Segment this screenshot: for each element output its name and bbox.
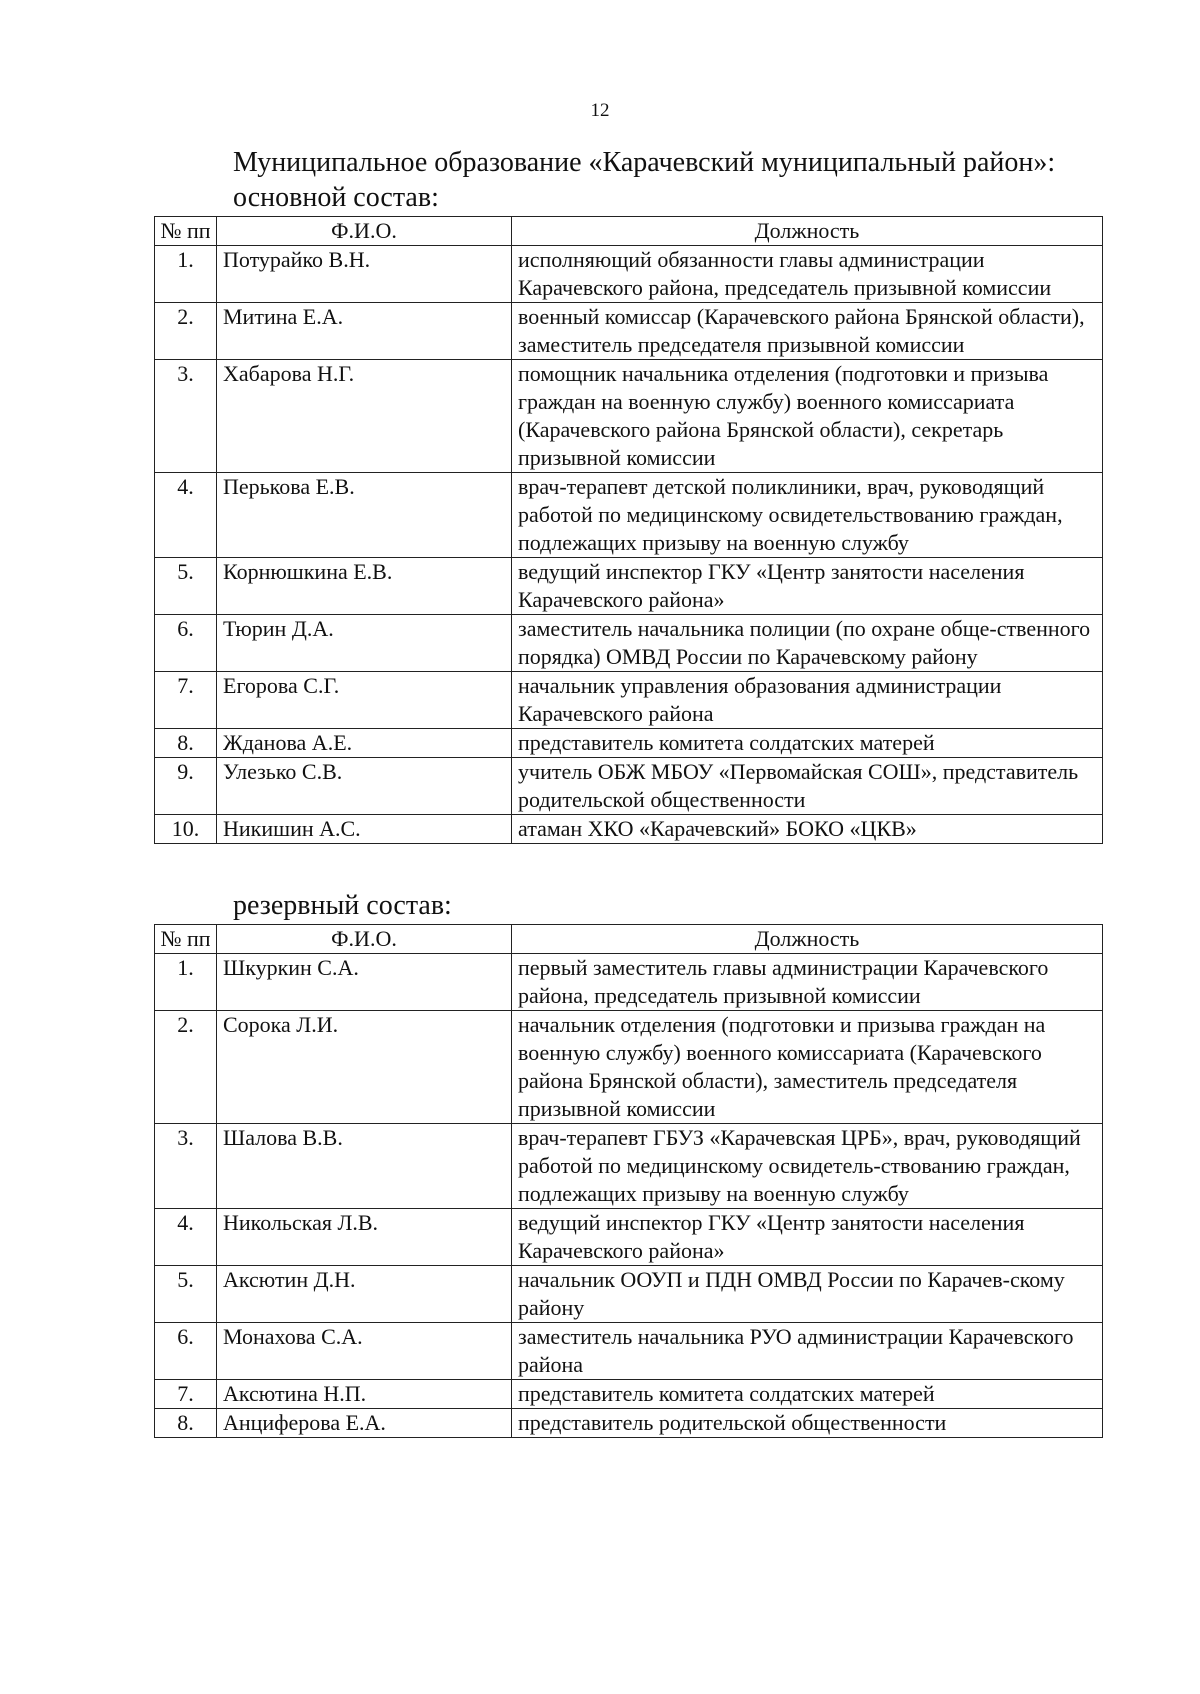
member-position: учитель ОБЖ МБОУ «Первомайская СОШ», представитель родительской общественности (512, 758, 1103, 815)
member-name: Хабарова Н.Г. (217, 360, 512, 473)
member-name: Монахова С.А. (217, 1323, 512, 1380)
row-number: 8. (155, 1409, 217, 1438)
member-name: Корнюшкина Е.В. (217, 558, 512, 615)
table-row (155, 1266, 1103, 1323)
column-header-position: Должность (512, 925, 1103, 954)
row-number: 2. (155, 303, 217, 360)
member-name: Улезько С.В. (217, 758, 512, 815)
member-position: помощник начальника отделения (подготовки и призыва граждан на военную службу) военного комиссариата (Карачевского района Брянской области), секретарь призывной комиссии (512, 360, 1103, 473)
member-position: начальник управления образования администрации Карачевского района (512, 672, 1103, 729)
row-number: 9. (155, 758, 217, 815)
table-row (155, 615, 1103, 672)
table-row (155, 1011, 1103, 1124)
row-number: 4. (155, 473, 217, 558)
row-number: 3. (155, 1124, 217, 1209)
main-members-table (154, 216, 1103, 844)
member-name: Перькова Е.В. (217, 473, 512, 558)
row-number: 5. (155, 1266, 217, 1323)
member-position: заместитель начальника РУО администрации Карачевского района (512, 1323, 1103, 1380)
member-name: Аксютин Д.Н. (217, 1266, 512, 1323)
member-name: Никишин А.С. (217, 815, 512, 844)
table-row (155, 815, 1103, 844)
member-position: начальник отделения (подготовки и призыва граждан на военную службу) военного комиссариата (Карачевского района Брянской области), заместитель председателя призывной комиссии (512, 1011, 1103, 1124)
table-row (155, 246, 1103, 303)
member-position: врач-терапевт детской поликлиники, врач, руководящий работой по медицинскому освидетельствованию граждан, подлежащих призыву на военную службу (512, 473, 1103, 558)
table-row (155, 1209, 1103, 1266)
column-header-name: Ф.И.О. (217, 217, 512, 246)
row-number: 8. (155, 729, 217, 758)
member-position: военный комиссар (Карачевского района Брянской области), заместитель председателя призывной комиссии (512, 303, 1103, 360)
row-number: 7. (155, 672, 217, 729)
section-subheading: основной состав: (233, 182, 439, 213)
row-number: 6. (155, 1323, 217, 1380)
member-position: представитель комитета солдатских матерей (512, 1380, 1103, 1409)
reserve-members-table (154, 924, 1103, 1438)
reserve-heading: резервный состав: (233, 890, 452, 921)
member-position: врач-терапевт ГБУЗ «Карачевская ЦРБ», врач, руководящий работой по медицинскому освидетель-ствованию граждан, подлежащих призыву на военную службу (512, 1124, 1103, 1209)
table-row (155, 1409, 1103, 1438)
member-position: заместитель начальника полиции (по охране обще-ственного порядка) ОМВД России по Карачевскому району (512, 615, 1103, 672)
table-row (155, 758, 1103, 815)
row-number: 1. (155, 954, 217, 1011)
table-header-row (155, 925, 1103, 954)
table-row (155, 1380, 1103, 1409)
row-number: 7. (155, 1380, 217, 1409)
member-name: Жданова А.Е. (217, 729, 512, 758)
table-header-row (155, 217, 1103, 246)
row-number: 3. (155, 360, 217, 473)
member-position: представитель комитета солдатских матерей (512, 729, 1103, 758)
member-name: Никольская Л.В. (217, 1209, 512, 1266)
member-name: Анциферова Е.А. (217, 1409, 512, 1438)
row-number: 10. (155, 815, 217, 844)
member-position: ведущий инспектор ГКУ «Центр занятости населения Карачевского района» (512, 1209, 1103, 1266)
member-position: первый заместитель главы администрации Карачевского района, председатель призывной комиссии (512, 954, 1103, 1011)
table-row (155, 1323, 1103, 1380)
column-header-position: Должность (512, 217, 1103, 246)
member-name: Шалова В.В. (217, 1124, 512, 1209)
page-number: 12 (590, 100, 610, 121)
table-row (155, 729, 1103, 758)
column-header-name: Ф.И.О. (217, 925, 512, 954)
row-number: 1. (155, 246, 217, 303)
member-name: Аксютина Н.П. (217, 1380, 512, 1409)
member-name: Тюрин Д.А. (217, 615, 512, 672)
member-position: начальник ООУП и ПДН ОМВД России по Карачев-скому району (512, 1266, 1103, 1323)
table-row (155, 672, 1103, 729)
member-position: исполняющий обязанности главы администрации Карачевского района, председатель призывной комиссии (512, 246, 1103, 303)
row-number: 6. (155, 615, 217, 672)
row-number: 2. (155, 1011, 217, 1124)
column-header-number: № пп (155, 925, 217, 954)
row-number: 5. (155, 558, 217, 615)
table-row (155, 303, 1103, 360)
column-header-number: № пп (155, 217, 217, 246)
member-position: представитель родительской общественности (512, 1409, 1103, 1438)
table-row (155, 360, 1103, 473)
member-position: атаман ХКО «Карачевский» БОКО «ЦКВ» (512, 815, 1103, 844)
member-name: Потурайко В.Н. (217, 246, 512, 303)
table-row (155, 1124, 1103, 1209)
table-row (155, 558, 1103, 615)
member-name: Сорока Л.И. (217, 1011, 512, 1124)
row-number: 4. (155, 1209, 217, 1266)
member-position: ведущий инспектор ГКУ «Центр занятости населения Карачевского района» (512, 558, 1103, 615)
member-name: Шкуркин С.А. (217, 954, 512, 1011)
table-row (155, 473, 1103, 558)
section-heading: Муниципальное образование «Карачевский муниципальный район»: (233, 147, 1056, 178)
table-row (155, 954, 1103, 1011)
member-name: Митина Е.А. (217, 303, 512, 360)
member-name: Егорова С.Г. (217, 672, 512, 729)
